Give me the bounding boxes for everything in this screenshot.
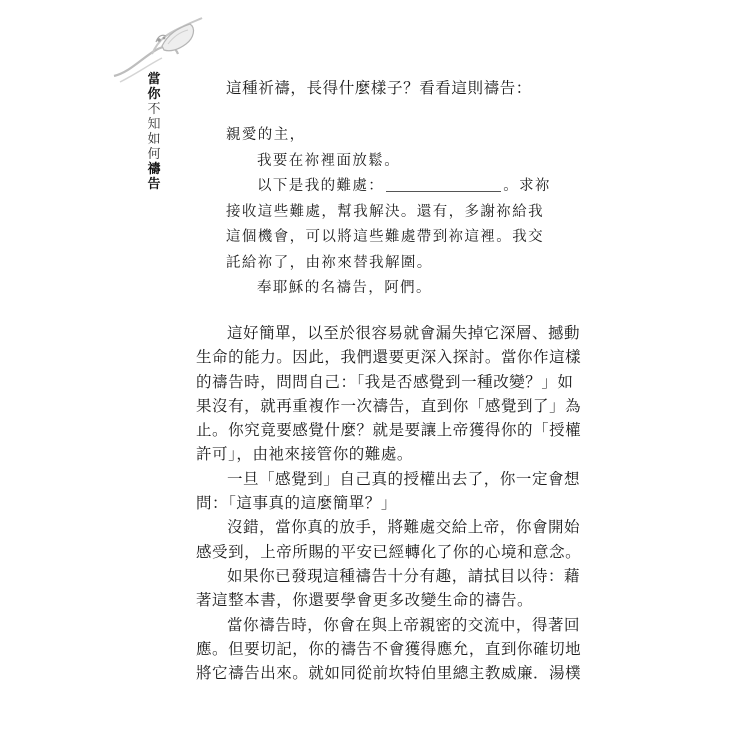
prayer-closing: 奉耶穌的名禱告，阿們。 [257,280,432,296]
prayer-block [226,123,566,302]
running-title-char: 如 [147,132,161,147]
prayer-text: 以下是我的難處： [257,178,385,194]
body-line: 當你禱告時，你會在與上帝親密的交流中，得著回 [227,615,581,634]
prayer-line: 託給祢了，由祢來替我解圍。 [226,254,433,271]
body-line: 問：「這事真的這麼簡單？」 [196,494,397,513]
body-line: 止。你究竟要感覺什麼？就是要讓上帝獲得你的「授權 [196,421,582,440]
body-line: 感受到，上帝所賜的平安已經轉化了你的心境和意念。 [196,542,582,561]
running-title-char: 你 [147,87,161,102]
ribbon-ornament-icon [112,14,222,84]
running-title-char: 知 [147,117,161,132]
running-title-char: 告 [147,177,161,192]
body-line: 一旦「感覺到」自己真的授權出去了，你一定會想 [227,469,581,488]
running-title-char: 禱 [147,162,161,177]
prayer-line: 接收這些難處，幫我解決。還有，多謝祢給我 [226,203,544,220]
body-line: 生命的能力。因此，我們還要更深入探討。當你作這樣 [196,348,582,367]
body-line: 將它禱告出來。就如同從前坎特伯里總主教威廉．湯樸 [196,664,582,683]
body-line: 應。但要切記，你的禱告不會獲得應允，直到你確切地 [196,639,582,658]
running-title-char: 不 [147,102,161,117]
prayer-text: 。求祢 [503,178,551,194]
body-line: 果沒有，就再重複作一次禱告，直到你「感覺到了」為 [196,396,582,415]
body-line: 許可」，由祂來接管你的難處。 [196,445,413,464]
body-line: 這好簡單，以至於很容易就會漏失掉它深層、撼動 [227,324,581,342]
fill-in-blank [386,177,501,192]
body-line: 如果你已發現這種禱告十分有趣，請拭目以待：藉 [227,566,581,585]
prayer-line-with-blank [226,174,566,200]
body-line: 的禱告時，問問自己：「我是否感覺到一種改變？」如 [196,372,574,391]
prayer-salutation: 親愛的主， [226,127,306,143]
running-title-char: 當 [147,72,161,87]
body-text [196,321,582,685]
running-title [146,72,162,192]
body-line: 著這整本書，你還要學會更多改變生命的禱告。 [196,591,534,610]
prayer-line: 我要在祢裡面放鬆。 [257,152,401,169]
running-title-char: 何 [147,147,161,162]
body-line: 沒錯，當你真的放手，將難處交給上帝，你會開始 [227,518,581,537]
prayer-line: 這個機會，可以將這些難處帶到祢這裡。我交 [226,229,544,245]
prayer-intro: 這種祈禱，長得什麼樣子？看看這則禱告： [226,79,532,97]
